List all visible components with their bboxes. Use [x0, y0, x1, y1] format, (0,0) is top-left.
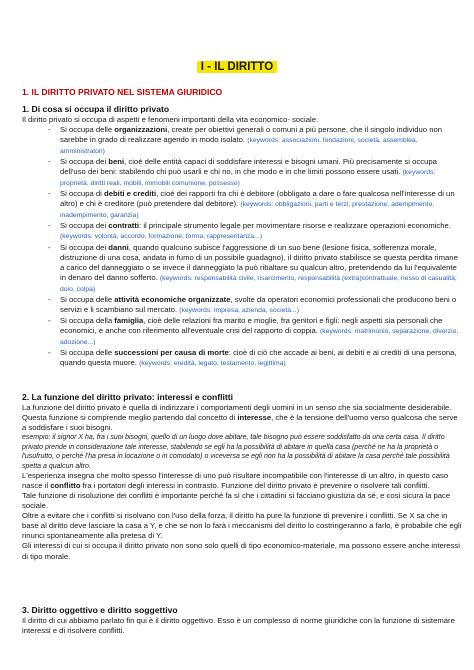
subsection-heading-3: 3. Diritto oggettivo e diritto soggettivo [22, 605, 178, 615]
list-item: - Si occupa della famiglia, cioè delle relazioni fra marito e moglie, fra genitori e figli: negli aspetti sia personali che economici, e anche con riferimento all'eventuale crisi del rapporto di coppia. (keywords: matrimonio, separazione, divorzio, adozione...) [22, 316, 462, 348]
keywords: (keywords: volontà, accordo, formazione, forma, rappresentanza...) [60, 233, 263, 241]
chapter-title: I - IL DIRITTO [0, 57, 474, 75]
list-item: - Si occupa delle successioni per causa di morte: cioè di ciò che accade ai beni, ai debiti e ai crediti di una persona, quando questa muore. (keywords: eredità, legato, testamento, legittima) [22, 348, 462, 369]
section2-body: La funzione del diritto privato è quella di indirizzare i comportamenti degli uomini in un senso che sia socialmente desiderabile. Questa funzione si comprende meglio partendo dal concetto di interesse, che è la tensione dell'uomo verso qualcosa che serve a soddisfare i suoi bisogni. esempio: il signor X ha, fra i suoi bisogni, quello di un luogo dove abitare, tale bisogno può essere soddisfatto da una certa casa. Il diritto privato prende in considerazione tale interesse, stabilendo se egli ha la possibilità di abitare in quella casa (perché ne ha la proprietà o l'usufrutto, o perché l'ha presa in locazione o in comodato) o viceversa se egli non ha la possibilità di abitare la casa perché tale possibilità spetta a qualcun altro. L'esperienza insegna che molto spesso l'interesse di uno può risultare incompatibile con l'interesse di un altro, in questo caso nasce il conflitto fra i portatori degli interessi in contrasto. Funzione del diritto privato è prevenire o risolvere tali conflitti. Tale funzione di risoluzione dei conflitti è importante perché fa sì che i cittadini si facciano giustizia da sé, e così sicura la pace sociale. Oltre a evitare che i conflitti si risolvano con l'uso della forza, il diritto ha pure la funzione di prevenire i conflitti. Se X sa che in base al diritto deve lasciare la casa a Y, e che se non lo farà i meccanismi del diritto lo costringeranno a farlo, è probabile che egli rinunci spontaneamente alla pretesa di Y. Gli interessi di cui si occupa il diritto privato non sono solo quelli di tipo economico-materiale, ma possono essere anche interessi di tipo morale. [22, 403, 462, 561]
keywords: (keywords: proprietà, diritti reali, mobili, immobili comunione, possesso) [60, 169, 436, 188]
subsection-heading-1: 1. Di cosa si occupa il diritto privato [22, 104, 170, 114]
subsection-heading-2: 2. La funzione del diritto privato: interessi e conflitti [22, 392, 234, 402]
intro-paragraph: Il diritto privato si occupa di aspetti e fenomeni importanti della vita economico- sociale. [22, 115, 319, 124]
list-item: - Si occupa di debiti e crediti, cioè dei rapporti fra chi è debitore (obbligato a dare o fare qualcosa nell'interesse di un altro) e chi è creditore (può pretendere dal debitore). (keywords: obbligazioni, parti e terzi, prestazione, adempimento, inadempimento, garanzia) [22, 189, 462, 221]
keywords: (keywords: matrimonio, separazione, divorzio, adozione...) [60, 327, 459, 346]
list-item: - Si occupa delle organizzazioni, create per obiettivi generali o comuni a più persone, che il singolo individuo non sarebbe in grado di realizzare agendo in modo isolato. (keywords: associazioni, fondazioni, società, assemblea, amministratori) [22, 125, 462, 157]
keywords: (keywords: obbligazioni, parti e terzi, prestazione, adempimento, inadempimento, garanzia) [60, 201, 435, 220]
section3-body: Il diritto di cui abbiamo parlato fin qui è il diritto oggettivo. Esso è un complesso di norme giuridiche con la funzione di sistemare interessi e di risolvere conflitti. [22, 616, 455, 636]
keywords: (keywords: associazioni, fondazioni, società, assemblea, amministratori) [60, 137, 418, 156]
list-item: - Si occupa delle attività economiche organizzate, svolte da operatori economici professionali che producono beni o servizi e li scambiano sul mercato. (keywords: impresa, azienda, società...) [22, 295, 462, 316]
list-item: - Si occupa dei contratti: il principale strumento legale per movimentare risorse e realizzare operazioni economiche. (keywords: volontà, accordo, formazione, forma, rappresentanza...) [22, 221, 462, 242]
list-item: - Si occupa dei danni, quando qualcuno subisce l'aggressione di un suo bene (lesione fisica, sofferenza morale, distruzione di una cosa, andata in fumo di un possibile guadagno), il diritto privato stabilisce se questa perdita rimane a carico del danneggiato o se invece il danneggiato la può ribaltare su qualcun altro, pretendendo da lui l'equivalente in denaro del danno sofferto. (keywords: responsabilità civile, risarcimento, responsabilità (extra)contrattuale, nesso di casualità, dolo, colpa) [22, 243, 462, 295]
keywords: (keywords: impresa, azienda, società...) [179, 306, 299, 314]
keywords: (keywords: eredità, legato, testamento, legittima) [139, 360, 286, 368]
topics-list [22, 125, 462, 369]
list-item: - Si occupa dei beni, cioè delle entità capaci di soddisfare interessi e bisogni umani. Più precisamente si occupa dell'uso dei beni: stabilendo chi può usarli e chi no, in che modo e in che limiti possono essere usati. (keywords: proprietà, diritti reali, mobili, immobili comunione, possesso) [22, 157, 462, 189]
example-text: esempio: il signor X ha, fra i suoi bisogni, quello di un luogo dove abitare, tale bisogno può essere soddisfatto da una certa casa. Il diritto privato prende in considerazione tale interesse, stabilendo se egli ha la possibilità di abitare in quella casa (perché ne ha la proprietà o l'usufrutto, o perché l'ha presa in locazione o in comodato) o viceversa se egli non ha la possibilità di abitare la casa perché tale possibilità spetta a qualcun altro. [22, 434, 450, 470]
keywords: (keywords: responsabilità civile, risarcimento, responsabilità (extra)contrattuale, nesso di casualità, dolo, colpa) [60, 274, 457, 293]
section-heading: 1. IL DIRITTO PRIVATO NEL SISTEMA GIURIDICO [22, 87, 223, 97]
